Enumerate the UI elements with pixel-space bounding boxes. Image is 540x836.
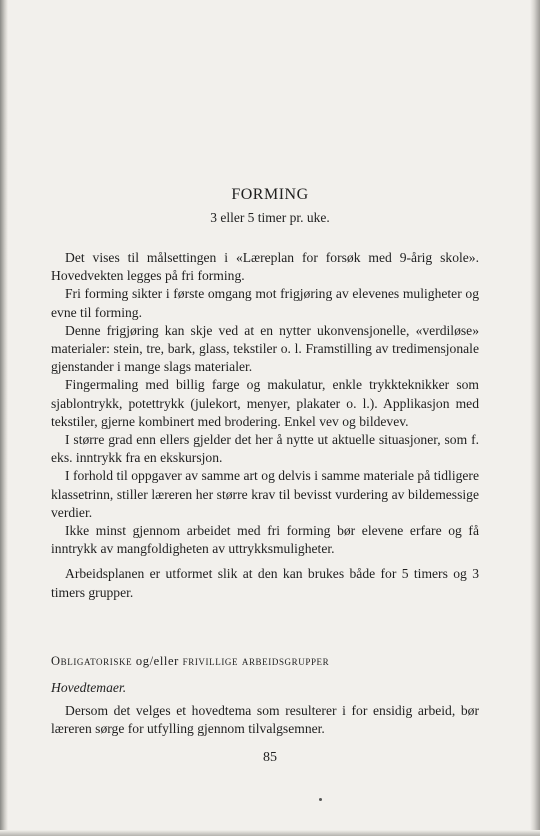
paragraph: Fri forming sikter i første omgang mot frigjøring av elevenes muligheter og evne til forming. — [51, 286, 479, 320]
paragraph: Denne frigjøring kan skje ved at en nytter ukonvensjonelle, «verdiløse» materialer: stein, tre, bark, glass, tekstiler o. l. Framstilling av tredimensjonale gjenstander i mange slags materialer. — [51, 322, 479, 375]
page-number: 85 — [263, 750, 277, 765]
section-heading-part: Obligatoriske — [51, 654, 133, 668]
page-title: FORMING — [231, 186, 309, 203]
subheading: Hovedtemaer. — [51, 680, 127, 695]
paragraph: I større grad enn ellers gjelder det her å nytte ut aktuelle situasjoner, som f. eks. inntrykk fra en ekskursjon. — [51, 432, 479, 466]
paragraph: Arbeidsplanen er utformet slik at den kan brukes både for 5 timers og 3 timers grupper. — [51, 566, 479, 600]
section-heading-part: og/eller — [135, 654, 179, 668]
section-heading — [51, 654, 479, 669]
body-text — [51, 249, 479, 602]
body-text-final — [51, 702, 479, 738]
page-subtitle: 3 eller 5 timer pr. uke. — [210, 210, 330, 225]
page-edge-bottom — [0, 830, 540, 836]
section-heading-part: frivillige arbeidsgrupper — [182, 654, 330, 668]
paragraph: Dersom det velges et hovedtema som resulterer i for ensidig arbeid, bør læreren sørge for utfylling gjennom tilvalgsemner. — [51, 703, 479, 737]
ink-speck — [319, 798, 322, 801]
paragraph: I forhold til oppgaver av samme art og delvis i samme materiale på tidligere klassetrinn, stiller læreren her større krav til bevisst vurdering av bildemessige verdier. — [51, 468, 479, 520]
page-edge-left — [0, 0, 8, 836]
paragraph: Fingermaling med billig farge og makulatur, enkle trykkteknikker som sjablontrykk, potettrykk (julekort, menyer, plakater o. l.). Applikasjon med tekstiler, gjerne kombinert med brodering. Enkel vev og bildevev. — [51, 377, 479, 429]
page-edge-right — [530, 0, 540, 836]
paragraph: Det vises til målsettingen i «Læreplan for forsøk med 9-årig skole». Hovedvekten legges på fri forming. — [51, 250, 479, 284]
paragraph: Ikke minst gjennom arbeidet med fri forming bør elevene erfare og få inntrykk av mangfoldigheten av uttrykksmuligheter. — [51, 523, 479, 557]
